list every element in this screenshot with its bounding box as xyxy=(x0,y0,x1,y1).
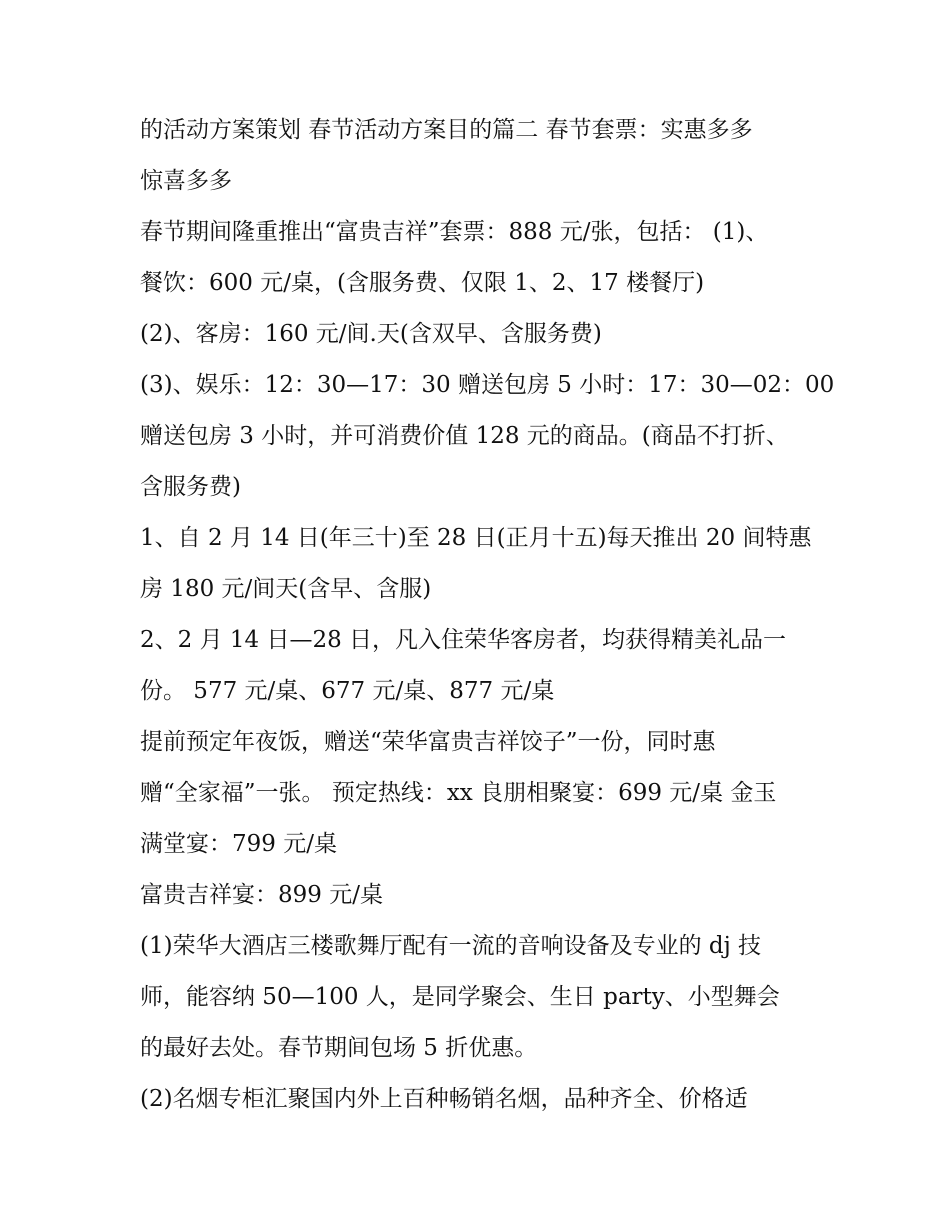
text-line: 春节期间隆重推出“富贵吉祥”套票：888 元/张，包括： (1)、 xyxy=(140,219,769,245)
text-line: 赠“全家福”一张。 预定热线：xx 良朋相聚宴：699 元/桌 金玉 xyxy=(140,780,777,806)
text-line: (2)名烟专柜汇聚国内外上百种畅销名烟，品种齐全、价格适 xyxy=(140,1086,748,1112)
text-line: 1、自 2 月 14 日(年三十)至 28 日(正月十五)每天推出 20 间特惠 xyxy=(140,525,812,551)
body-text xyxy=(140,105,835,1125)
text-line: 份。 577 元/桌、677 元/桌、877 元/桌 xyxy=(140,678,555,704)
text-line: 2、2 月 14 日—28 日，凡入住荣华客房者，均获得精美礼品一 xyxy=(140,627,787,653)
text-line: 餐饮：600 元/桌，(含服务费、仅限 1、2、17 楼餐厅) xyxy=(140,270,705,296)
text-line: 师，能容纳 50—100 人，是同学聚会、生日 party、小型舞会 xyxy=(140,984,780,1010)
text-line: 的活动方案策划 春节活动方案目的篇二 春节套票：实惠多多 xyxy=(140,117,753,143)
text-line: 房 180 元/间天(含早、含服) xyxy=(140,576,432,602)
text-line: 富贵吉祥宴：899 元/桌 xyxy=(140,882,383,908)
text-line: 赠送包房 3 小时，并可消费价值 128 元的商品。(商品不打折、 xyxy=(140,423,789,449)
text-line: (1)荣华大酒店三楼歌舞厅配有一流的音响设备及专业的 dj 技 xyxy=(140,933,762,959)
text-line: 满堂宴：799 元/桌 xyxy=(140,831,337,857)
text-line: 的最好去处。春节期间包场 5 折优惠。 xyxy=(140,1035,538,1061)
text-line: (2)、客房：160 元/间.天(含双早、含服务费) xyxy=(140,321,602,347)
text-line: 含服务费) xyxy=(140,474,241,500)
text-line: (3)、娱乐：12：30—17：30 赠送包房 5 小时：17：30—02：00 xyxy=(140,372,835,398)
text-line: 提前预定年夜饭，赠送“荣华富贵吉祥饺子”一份，同时惠 xyxy=(140,729,716,755)
text-line: 惊喜多多 xyxy=(140,168,232,194)
